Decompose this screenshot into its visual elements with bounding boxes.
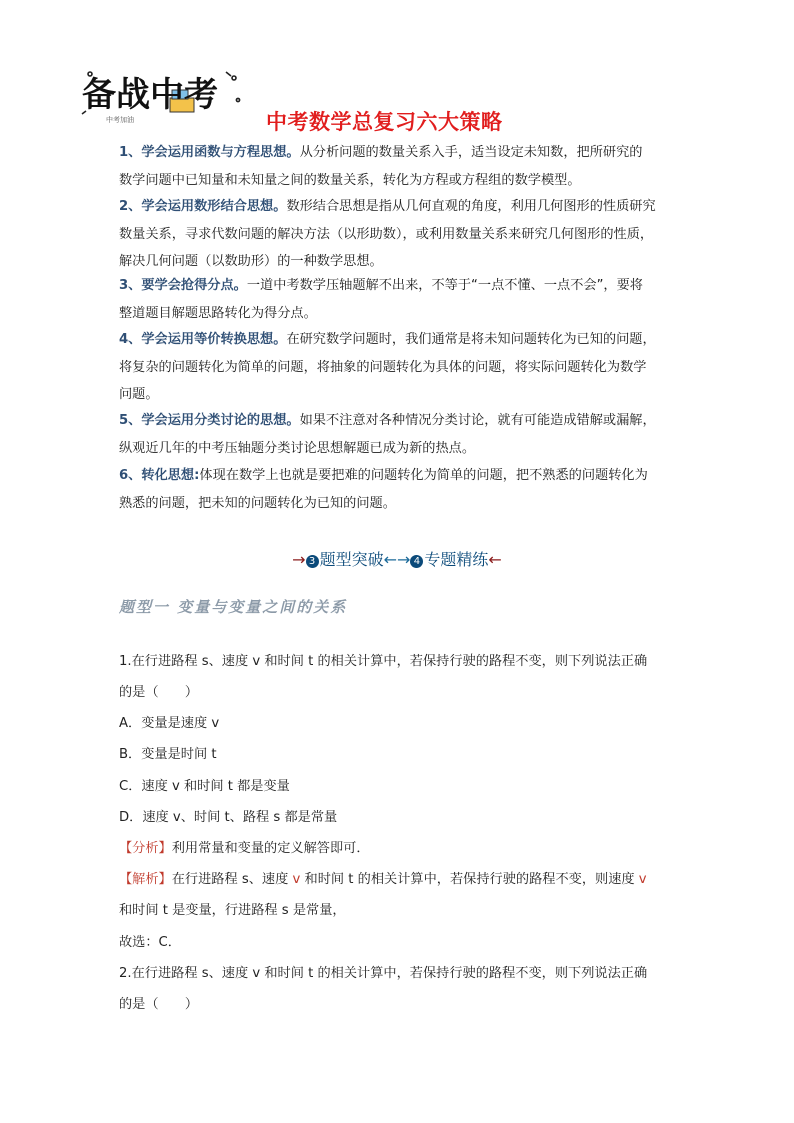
strategy-3 xyxy=(119,272,679,327)
strategy-2-text-2: 数量关系，寻求代数问题的解决方法（以形助数），或利用数量关系来研究几何图形的性质， xyxy=(119,226,654,242)
logo-subtext: 中考加油 xyxy=(106,116,134,124)
arrow-bidirectional-icon: ←→ xyxy=(383,550,411,569)
number-badge-3: 3 xyxy=(306,555,319,568)
q1-analysis xyxy=(119,837,370,856)
q1-option-b: B．变量是时间 t xyxy=(119,747,217,762)
strategy-2 xyxy=(119,193,679,276)
strategy-4 xyxy=(119,326,679,409)
strategy-5-lead: 5、学会运用分类讨论的思想。 xyxy=(119,413,300,428)
page-title: 中考数学总复习六大策略 xyxy=(266,110,503,134)
strategy-6-text-2: 熟悉的问题，把未知的问题转化为已知的问题。 xyxy=(119,495,396,511)
solution-text-a: 在行进路程 s、速度 xyxy=(171,872,293,887)
arrow-right-icon: → xyxy=(292,550,306,569)
strategy-2-lead: 2、学会运用数形结合思想。 xyxy=(119,199,287,214)
strategy-4-text-3: 问题。 xyxy=(119,387,159,402)
section-heading: 题型一 变量与变量之间的关系 xyxy=(119,598,348,616)
arrow-left-icon: ← xyxy=(488,550,502,569)
strategy-5-text-2: 纵观近几年的中考压轴题分类讨论思想解题已成为新的热点。 xyxy=(119,440,476,456)
solution-var-v: v xyxy=(292,872,301,887)
strategy-5 xyxy=(119,407,679,462)
strategy-1 xyxy=(119,139,679,194)
solution-var-v-2: v xyxy=(638,872,647,887)
strategy-2-text: 数形结合思想是指从几何直观的角度，利用几何图形的性质研究 xyxy=(286,199,656,214)
strategy-2-text-3: 解决几何问题（以数助形）的一种数学思想。 xyxy=(119,254,383,269)
logo-text: 备战中考 xyxy=(82,75,218,115)
strategy-6 xyxy=(119,462,679,517)
q1-option-c: C．速度 v 和时间 t 都是变量 xyxy=(119,779,290,794)
number-badge-4: 4 xyxy=(410,555,423,568)
strategy-6-text: 体现在数学上也就是要把难的问题转化为简单的问题，把不熟悉的问题转化为 xyxy=(199,468,648,483)
strategy-3-text-2: 整道题目解题思路转化为得分点。 xyxy=(119,305,317,321)
logo-graphic xyxy=(76,66,246,128)
q1-solution xyxy=(119,868,647,887)
analysis-tag: 【分析】 xyxy=(119,841,172,856)
section-divider xyxy=(0,547,794,570)
strategy-1-text-2: 数学问题中已知量和未知量之间的数量关系，转化为方程或方程组的数学模型。 xyxy=(119,172,581,188)
divider-label-2: 专题精练 xyxy=(424,550,489,569)
logo xyxy=(76,66,246,128)
strategy-1-lead: 1、学会运用函数与方程思想。 xyxy=(119,145,300,160)
q1-answer: 故选：C． xyxy=(119,935,181,950)
strategy-4-lead: 4、学会运用等价转换思想。 xyxy=(119,332,287,347)
q1-stem-line-1: 1.在行进路程 s、速度 v 和时间 t 的相关计算中，若保持行驶的路程不变，则下列说法正确 xyxy=(119,654,648,669)
strategy-4-text-2: 将复杂的问题转化为简单的问题，将抽象的问题转化为具体的问题，将实际问题转化为数学 xyxy=(119,359,647,375)
q1-option-d: D．速度 v、时间 t、路程 s 都是常量 xyxy=(119,810,338,825)
q2-stem-line-2: 的是（ ） xyxy=(119,997,199,1012)
strategy-4-text: 在研究数学问题时，我们通常是将未知问题转化为已知的问题， xyxy=(286,332,656,347)
q2-stem-line-1: 2.在行进路程 s、速度 v 和时间 t 的相关计算中，若保持行驶的路程不变，则下列说法正确 xyxy=(119,966,648,981)
strategy-6-lead: 6、转化思想: xyxy=(119,468,200,483)
strategy-5-text: 如果不注意对各种情况分类讨论，就有可能造成错解或漏解， xyxy=(299,413,656,428)
strategy-3-text: 一道中考数学压轴题解不出来，不等于“一点不懂、一点不会”，要将 xyxy=(246,278,643,293)
q1-solution-line-2: 和时间 t 是变量，行进路程 s 是常量， xyxy=(119,903,346,918)
q1-stem-line-2: 的是（ ） xyxy=(119,685,199,700)
solution-text-b: 和时间 t 的相关计算中，若保持行驶的路程不变，则速度 xyxy=(300,872,639,887)
solution-tag: 【解析】 xyxy=(119,872,172,887)
strategy-1-text: 从分析问题的数量关系入手，适当设定未知数，把所研究的 xyxy=(299,145,643,160)
q1-option-a: A．变量是速度 v xyxy=(119,716,220,731)
analysis-text: 利用常量和变量的定义解答即可． xyxy=(171,841,370,856)
divider-label-1: 题型突破 xyxy=(319,550,384,569)
strategy-3-lead: 3、要学会抢得分点。 xyxy=(119,278,247,293)
